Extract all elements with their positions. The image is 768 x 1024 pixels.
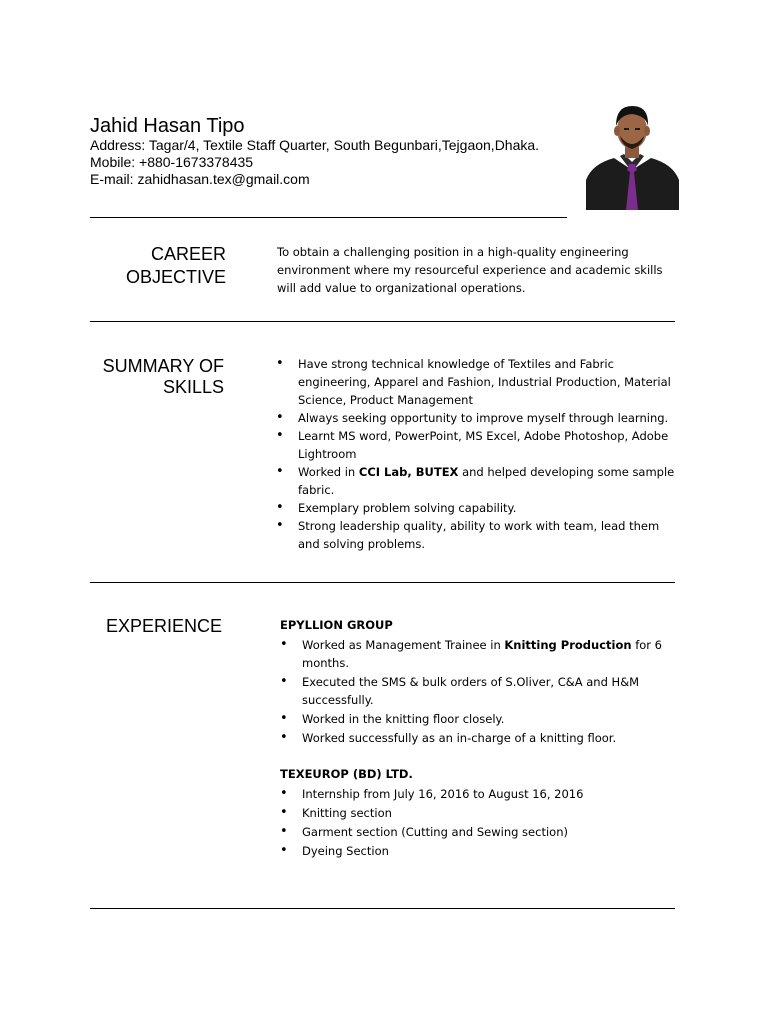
career-line: will add value to organizational operations. bbox=[277, 281, 526, 295]
experience-item: • Executed the SMS & bulk orders of S.Oliver, C&A and H&M successfully. bbox=[280, 673, 680, 709]
career-line: environment where my resourceful experience and academic skills bbox=[277, 263, 663, 277]
skill-item: • Strong leadership quality, ability to work with team, lead them and solving problems. bbox=[276, 517, 676, 553]
section-divider bbox=[90, 582, 675, 583]
experience-item: • Dyeing Section bbox=[280, 842, 680, 860]
career-heading-line-2: OBJECTIVE bbox=[125, 267, 226, 287]
mobile-number: Mobile: +880-1673378435 bbox=[90, 154, 254, 170]
profile-photo bbox=[586, 98, 679, 210]
header-divider bbox=[90, 217, 567, 218]
company-name: EPYLLION GROUP bbox=[280, 618, 393, 632]
skills-heading-line-1: SUMMARY OF bbox=[102, 356, 224, 376]
career-heading-line-1: CAREER bbox=[150, 244, 226, 264]
candidate-name: Jahid Hasan Tipo bbox=[90, 115, 245, 137]
career-line: To obtain a challenging position in a high-quality engineering bbox=[277, 245, 629, 259]
profile-photo-image bbox=[586, 98, 679, 210]
skills-list bbox=[276, 355, 676, 553]
career-objective-text bbox=[277, 243, 677, 297]
skill-item: • Exemplary problem solving capability. bbox=[276, 499, 676, 517]
experience-item: • Worked in the knitting floor closely. bbox=[280, 710, 680, 728]
company-name: TEXEUROP (BD) LTD. bbox=[280, 767, 413, 781]
email-address: E-mail: zahidhasan.tex@gmail.com bbox=[90, 171, 310, 187]
experience-item: • Garment section (Cutting and Sewing section) bbox=[280, 823, 680, 841]
experience-item: • Internship from July 16, 2016 to August 16, 2016 bbox=[280, 785, 680, 803]
skill-item: • Worked in CCI Lab, BUTEX and helped developing some sample fabric. bbox=[276, 463, 676, 499]
skill-item: • Learnt MS word, PowerPoint, MS Excel, Adobe Photoshop, Adobe Lightroom bbox=[276, 427, 676, 463]
skill-item: • Have strong technical knowledge of Textiles and Fabric engineering, Apparel and Fashion, Industrial Production, Material Science, Product Management bbox=[276, 355, 676, 409]
skills-heading-line-2: SKILLS bbox=[162, 377, 224, 397]
section-divider bbox=[90, 321, 675, 322]
experience-item: • Worked successfully as an in-charge of a knitting floor. bbox=[280, 729, 680, 747]
skill-item: • Always seeking opportunity to improve myself through learning. bbox=[276, 409, 676, 427]
experience-list bbox=[280, 616, 680, 860]
section-divider bbox=[90, 908, 675, 909]
experience-heading: EXPERIENCE bbox=[105, 616, 222, 636]
experience-item: • Worked as Management Trainee in Knitting Production for 6 months. bbox=[280, 636, 680, 672]
experience-item: • Knitting section bbox=[280, 804, 680, 822]
address: Address: Tagar/4, Textile Staff Quarter, South Begunbari,Tejgaon,Dhaka. bbox=[90, 137, 540, 153]
